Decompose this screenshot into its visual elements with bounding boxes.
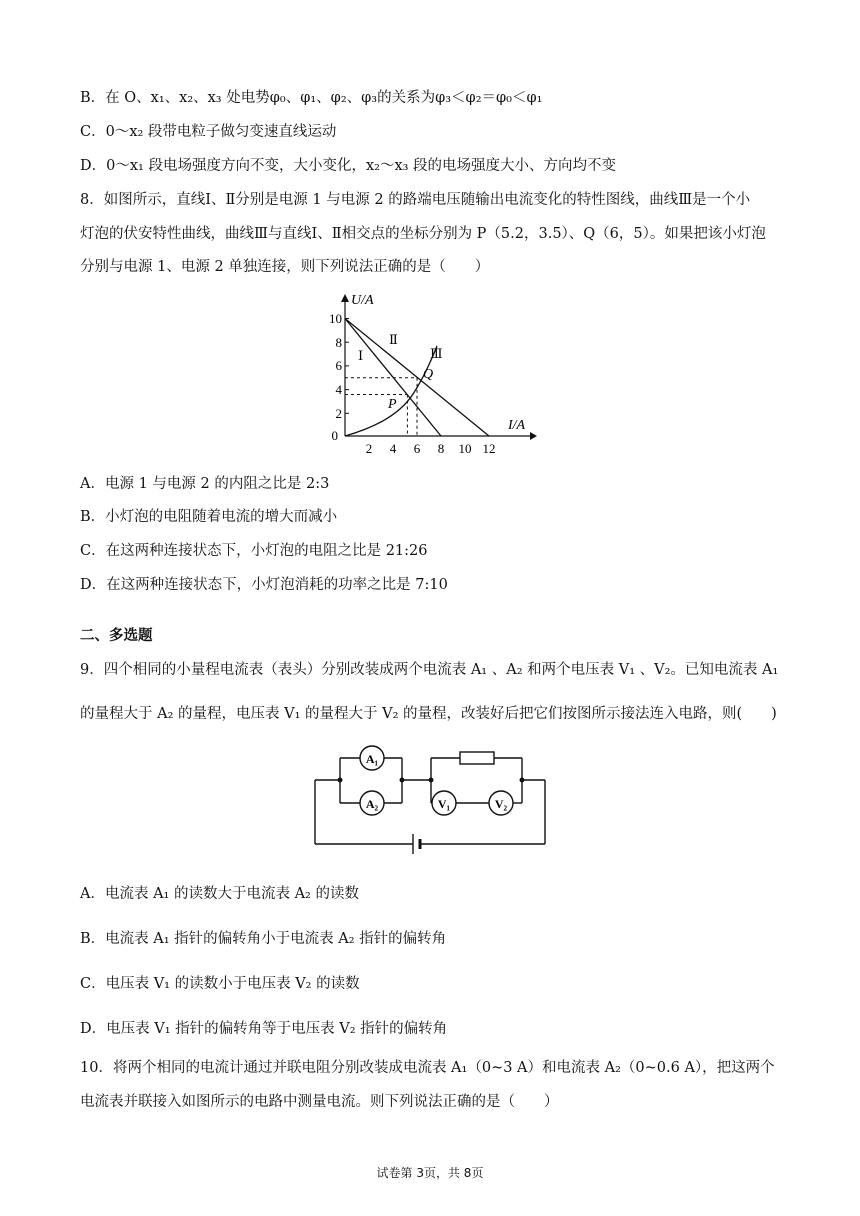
x-tick: 2	[365, 441, 373, 456]
q9-option-b: B．电流表 A₁ 指针的偏转角小于电流表 A₂ 指针的偏转角	[80, 931, 447, 947]
q9-stem-line2: 的量程大于 A₂ 的量程，电压表 V₁ 的量程大于 V₂ 的量程，改装好后把它们按图所示接法连入电路，则( )	[80, 706, 777, 722]
q9-option-c: C．电压表 V₁ 的读数小于电压表 V₂ 的读数	[80, 976, 360, 992]
point-P: P	[388, 397, 397, 412]
q10-stem-line2: 电流表并联接入如图所示的电路中测量电流。则下列说法正确的是（ ）	[80, 1094, 559, 1110]
q7-option-c: C．0～x₂ 段带电粒子做匀变速直线运动	[80, 124, 337, 140]
q10-stem-line1: 10．将两个相同的电流计通过并联电阻分别改装成电流表 A₁（0~3 A）和电流表 A₂（0~0.6 A），把这两个	[80, 1060, 775, 1076]
q7-option-d: D．0～x₁ 段电场强度方向不变，大小变化，x₂～x₃ 段的电场强度大小、方向均不变	[80, 158, 617, 174]
point-Q: Q	[423, 367, 434, 382]
meter-label: A₂	[365, 797, 379, 811]
q9-option-a: A．电流表 A₁ 的读数大于电流表 A₂ 的读数	[80, 886, 359, 902]
x-tick: 4	[389, 441, 397, 456]
section-heading: 二、多选题	[80, 628, 153, 644]
label-III: Ⅲ	[430, 346, 443, 361]
x-tick: 10	[458, 441, 472, 456]
q8-option-b: B．小灯泡的电阻随着电流的增大而减小	[80, 509, 338, 525]
y-axis-label: U/A	[351, 293, 374, 308]
label-I: Ⅰ	[358, 348, 364, 363]
x-tick: 8	[437, 441, 445, 456]
q8-stem-line3: 分别与电源 1、电源 2 单独连接，则下列说法正确的是（ ）	[80, 259, 490, 275]
y-tick: 0	[331, 428, 338, 443]
meter-label: A₁	[365, 752, 379, 766]
x-tick: 6	[413, 441, 421, 456]
q8-option-a: A．电源 1 与电源 2 的内阻之比是 2:3	[80, 476, 330, 492]
label-II: Ⅱ	[389, 332, 398, 347]
y-tick: 2	[335, 406, 342, 421]
q8-stem-line2: 灯泡的伏安特性曲线，曲线Ⅲ与直线Ⅰ、Ⅱ相交点的坐标分别为 P（5.2，3.5）、Q（6，5）。如果把该小灯泡	[80, 226, 766, 242]
x-tick: 12	[482, 441, 496, 456]
page-footer: 试卷第 3页，共 8页	[376, 1166, 484, 1180]
x-axis-label: I/A	[508, 418, 526, 433]
q8-stem-line1: 8．如图所示，直线Ⅰ、Ⅱ分别是电源 1 与电源 2 的路端电压随输出电流变化的特性图线，曲线Ⅲ是一个小	[80, 192, 751, 208]
q9-stem-line1: 9．四个相同的小量程电流表（表头）分别改装成两个电流表 A₁ 、A₂ 和两个电压表 V₁ 、V₂。已知电流表 A₁	[80, 662, 779, 678]
q8-graph	[325, 290, 540, 460]
line-II	[345, 319, 489, 437]
y-tick: 4	[335, 382, 342, 397]
y-tick: 8	[335, 335, 342, 350]
q7-option-b: B．在 O、x₁、x₂、x₃ 处电势φ₀、φ₁、φ₂、φ₃的关系为φ₃＜φ₂＝φ₀＜φ₁	[80, 90, 543, 106]
q9-option-d: D．电压表 V₁ 指针的偏转角等于电压表 V₂ 指针的偏转角	[80, 1021, 448, 1037]
y-tick: 10	[329, 311, 342, 326]
y-tick: 6	[335, 358, 342, 373]
q8-option-d: D．在这两种连接状态下，小灯泡消耗的功率之比是 7:10	[80, 577, 448, 593]
meter-label: V₁	[437, 797, 451, 811]
meter-label: V₂	[494, 797, 508, 811]
q8-option-c: C．在这两种连接状态下，小灯泡的电阻之比是 21:26	[80, 543, 428, 559]
q9-circuit	[305, 740, 560, 860]
